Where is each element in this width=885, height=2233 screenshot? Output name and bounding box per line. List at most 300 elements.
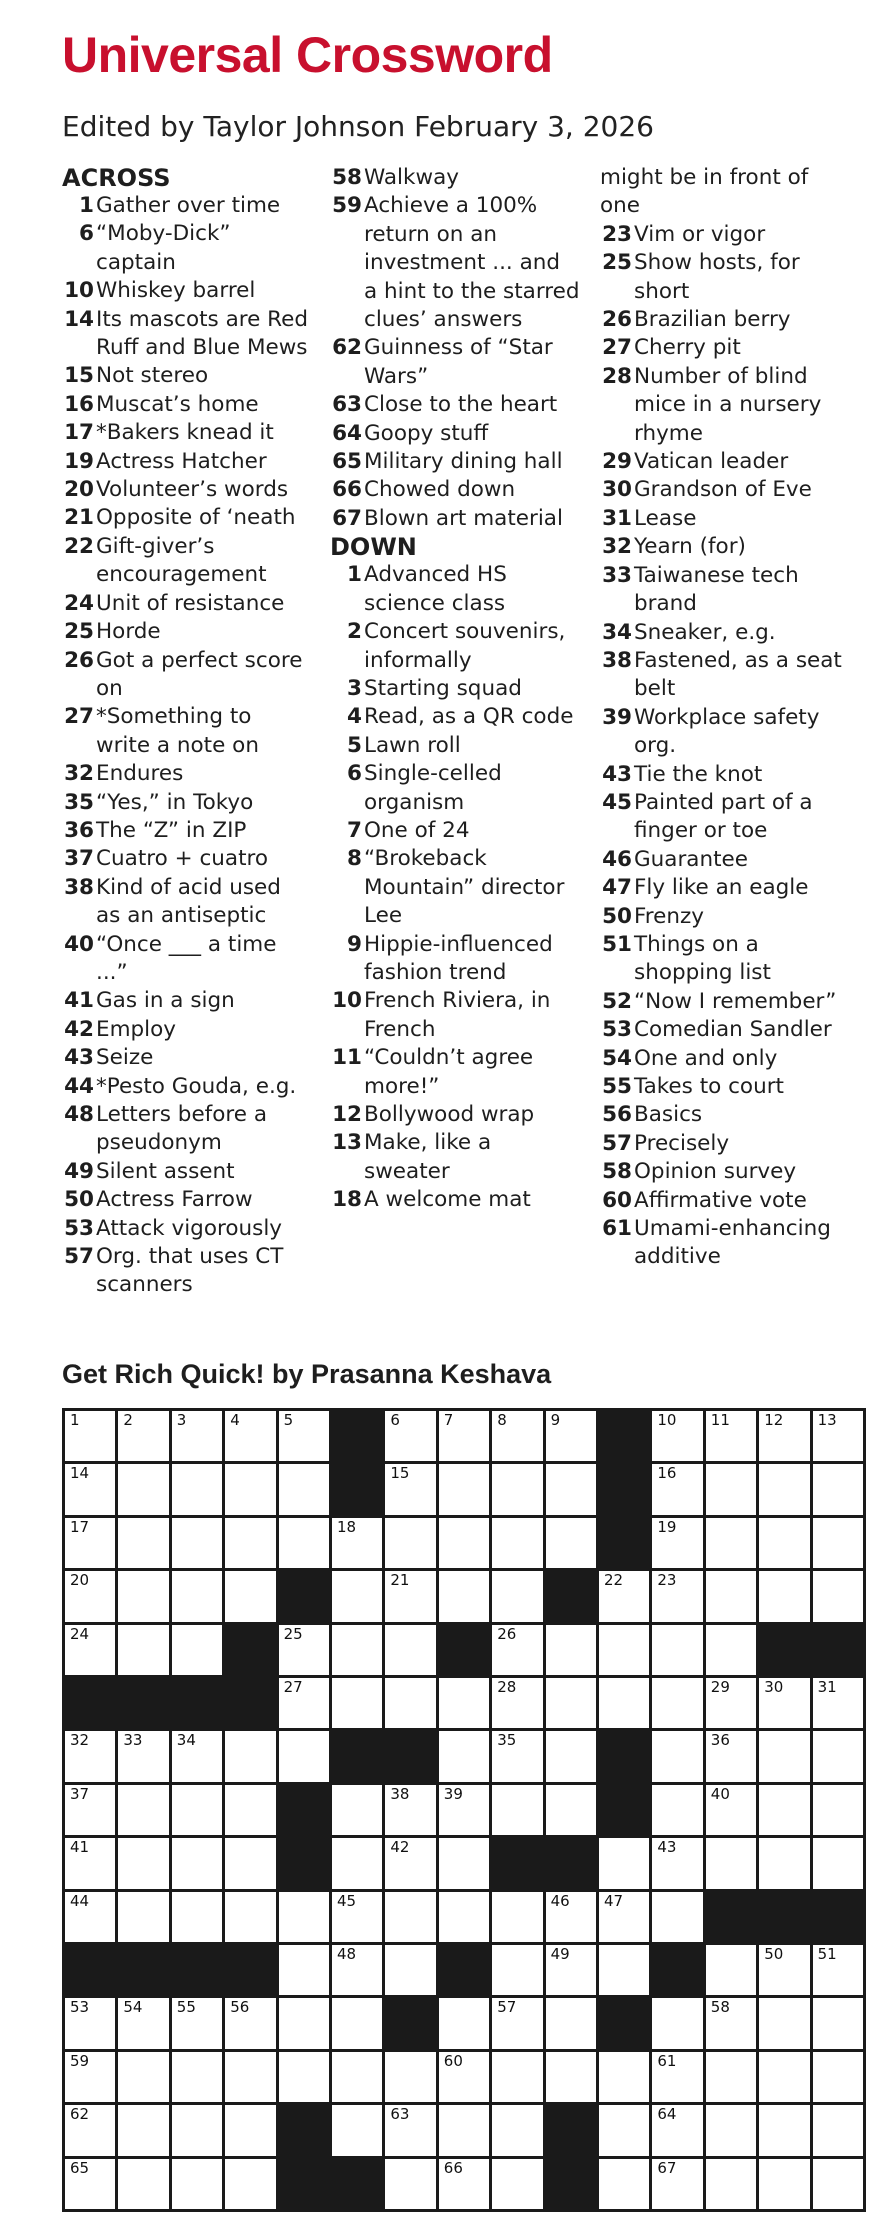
grid-cell[interactable] (65, 1625, 115, 1675)
grid-cell[interactable] (759, 1464, 809, 1514)
grid-cell[interactable] (385, 2159, 435, 2209)
clue-text: Bollywood wrap (364, 1102, 535, 1127)
grid-black-square (439, 1945, 489, 1995)
grid-cell[interactable] (599, 1678, 649, 1728)
clue-number: 46 (602, 846, 632, 872)
grid-cell[interactable] (118, 2159, 168, 2209)
grid-cell[interactable] (546, 1518, 596, 1568)
grid-cell[interactable] (332, 1678, 382, 1728)
grid-cell[interactable] (279, 1464, 329, 1514)
grid-cell[interactable] (385, 1892, 435, 1942)
grid-cell[interactable] (332, 1892, 382, 1942)
grid-cell[interactable] (225, 1838, 275, 1888)
grid-cell[interactable] (652, 2105, 702, 2155)
clue-text: Got a perfect score on (96, 647, 303, 701)
grid-cell[interactable] (599, 1892, 649, 1942)
cell-number: 12 (764, 1411, 784, 1429)
grid-cell[interactable] (439, 1731, 489, 1781)
grid-cell[interactable] (172, 2105, 222, 2155)
cell-number: 9 (550, 1411, 561, 1429)
grid-cell[interactable] (706, 1678, 756, 1728)
grid-cell[interactable] (652, 1731, 702, 1781)
grid-cell[interactable] (706, 1785, 756, 1835)
grid-cell[interactable] (813, 1571, 863, 1621)
grid-black-square (332, 1411, 382, 1461)
grid-cell[interactable] (813, 2105, 863, 2155)
clue-item (330, 1186, 580, 1214)
clue-number: 20 (64, 477, 94, 503)
grid-cell[interactable] (332, 2105, 382, 2155)
grid-cell[interactable] (759, 1838, 809, 1888)
grid-cell[interactable] (385, 1785, 435, 1835)
cell-number: 61 (657, 2051, 677, 2070)
grid-cell[interactable] (759, 1731, 809, 1781)
cell-number: 32 (70, 1731, 90, 1750)
grid-cell[interactable] (172, 1518, 222, 1568)
cell-number: 28 (497, 1678, 517, 1696)
grid-black-square (706, 1892, 756, 1942)
grid-black-square (492, 1838, 542, 1888)
grid-cell[interactable] (599, 1945, 649, 1995)
grid-cell[interactable] (492, 1411, 542, 1461)
grid-cell[interactable] (706, 1571, 756, 1621)
grid-cell[interactable] (225, 2105, 275, 2155)
clue-item (600, 704, 850, 761)
clue-number: 41 (64, 988, 94, 1014)
across-heading: ACROSS (62, 164, 171, 192)
clue-number: 33 (602, 562, 632, 588)
grid-cell[interactable] (546, 1625, 596, 1675)
clue-text: Letters before a pseudonym (96, 1102, 267, 1156)
grid-cell[interactable] (492, 2159, 542, 2209)
grid-cell[interactable] (279, 1625, 329, 1675)
grid-cell[interactable] (118, 1411, 168, 1461)
grid-cell[interactable] (652, 2052, 702, 2102)
grid-black-square (599, 1731, 649, 1781)
grid-cell[interactable] (118, 1838, 168, 1888)
clue-item (62, 1215, 312, 1243)
clue-item (600, 562, 850, 619)
grid-cell[interactable] (65, 1571, 115, 1621)
clue-text: “Brokeback Mountain” director Lee (364, 846, 565, 929)
grid-cell[interactable] (65, 2159, 115, 2209)
grid-cell[interactable] (599, 1625, 649, 1675)
cell-number: 29 (710, 1678, 730, 1696)
grid-cell[interactable] (652, 1625, 702, 1675)
grid-cell[interactable] (65, 1785, 115, 1835)
grid-cell[interactable] (118, 2052, 168, 2102)
grid-black-square (599, 1518, 649, 1568)
grid-cell[interactable] (118, 1518, 168, 1568)
grid-cell[interactable] (279, 1411, 329, 1461)
grid-cell[interactable] (65, 2052, 115, 2102)
grid-cell[interactable] (225, 1731, 275, 1781)
cell-number: 44 (70, 1891, 90, 1910)
clue-text: “Yes,” in Tokyo (96, 789, 254, 815)
grid-cell[interactable] (759, 2105, 809, 2155)
grid-cell[interactable] (599, 1838, 649, 1888)
clue-text: Tie the knot (634, 761, 763, 787)
grid-cell[interactable] (759, 1678, 809, 1728)
grid-cell[interactable] (546, 2052, 596, 2102)
cell-number: 35 (497, 1731, 517, 1750)
grid-cell[interactable] (172, 1464, 222, 1514)
clue-number: 6 (79, 221, 94, 247)
grid-cell[interactable] (385, 1411, 435, 1461)
grid-cell[interactable] (492, 1571, 542, 1621)
clue-text: Achieve a 100% return on an investment ... and a hint to the starred clues’ answers (364, 193, 580, 333)
cell-number: 24 (70, 1624, 90, 1643)
clue-number: 14 (64, 306, 94, 332)
clue-text: Frenzy (634, 903, 705, 929)
clue-number: 26 (64, 647, 94, 673)
grid-cell[interactable] (225, 1998, 275, 2048)
grid-cell[interactable] (759, 1411, 809, 1461)
clue-number: 59 (332, 193, 362, 219)
clue-number: 17 (64, 420, 94, 446)
grid-cell[interactable] (225, 1411, 275, 1461)
grid-cell[interactable] (813, 1518, 863, 1568)
grid-cell[interactable] (492, 1731, 542, 1781)
clue-item (600, 988, 850, 1016)
grid-cell[interactable] (279, 1678, 329, 1728)
grid-cell[interactable] (652, 1892, 702, 1942)
clue-item (62, 760, 312, 788)
grid-cell[interactable] (492, 1892, 542, 1942)
clue-number: 62 (332, 335, 362, 361)
grid-cell[interactable] (652, 1678, 702, 1728)
cell-number: 8 (497, 1411, 507, 1429)
grid-cell[interactable] (65, 1411, 115, 1461)
clue-text: Guarantee (634, 846, 748, 872)
grid-cell[interactable] (385, 1945, 435, 1995)
grid-cell[interactable] (546, 1945, 596, 1995)
grid-cell[interactable] (332, 1785, 382, 1835)
grid-cell[interactable] (706, 1625, 756, 1675)
clue-number: 5 (347, 732, 362, 758)
grid-cell[interactable] (813, 1838, 863, 1888)
grid-cell[interactable] (279, 1892, 329, 1942)
grid-cell[interactable] (65, 1731, 115, 1781)
grid-cell[interactable] (172, 1785, 222, 1835)
clue-item (600, 476, 850, 504)
grid-cell[interactable] (706, 2105, 756, 2155)
grid-cell[interactable] (759, 1785, 809, 1835)
grid-cell[interactable] (385, 1518, 435, 1568)
clue-item (330, 732, 580, 760)
grid-cell[interactable] (65, 1892, 115, 1942)
grid-cell[interactable] (813, 2159, 863, 2209)
grid-cell[interactable] (118, 1785, 168, 1835)
grid-cell[interactable] (385, 1838, 435, 1888)
grid-cell[interactable] (385, 1571, 435, 1621)
cell-number: 50 (764, 1945, 784, 1963)
clue-text: One of 24 (364, 817, 470, 843)
grid-cell[interactable] (492, 1678, 542, 1728)
grid-cell[interactable] (706, 1411, 756, 1461)
cell-number: 42 (390, 1838, 410, 1857)
clue-text: Fly like an eagle (634, 875, 809, 901)
clue-number: 52 (602, 988, 632, 1014)
cell-number: 63 (390, 2105, 410, 2124)
grid-cell[interactable] (813, 1678, 863, 1728)
clue-item (600, 903, 850, 931)
grid-cell[interactable] (652, 1838, 702, 1888)
clue-item (62, 703, 312, 760)
clue-text: Blown art material (364, 505, 563, 531)
grid-cell[interactable] (332, 2052, 382, 2102)
clue-text: A welcome mat (364, 1187, 531, 1213)
clue-item (330, 703, 580, 731)
grid-cell[interactable] (652, 1998, 702, 2048)
grid-cell[interactable] (385, 1678, 435, 1728)
grid-cell[interactable] (172, 2159, 222, 2209)
grid-cell[interactable] (813, 1785, 863, 1835)
clue-text: Fastened, as a seat belt (634, 647, 842, 702)
grid-cell[interactable] (439, 1892, 489, 1942)
clue-number: 49 (64, 1158, 94, 1184)
grid-cell[interactable] (706, 1838, 756, 1888)
clue-item (330, 476, 580, 504)
clue-item (62, 220, 312, 277)
grid-cell[interactable] (439, 2159, 489, 2209)
grid-cell[interactable] (652, 1518, 702, 1568)
grid-cell[interactable] (492, 2052, 542, 2102)
grid-cell[interactable] (492, 1785, 542, 1835)
grid-cell[interactable] (279, 1945, 329, 1995)
grid-cell[interactable] (599, 2052, 649, 2102)
clue-item (62, 476, 312, 504)
grid-cell[interactable] (706, 1945, 756, 1995)
clue-item (330, 1101, 580, 1129)
grid-cell[interactable] (65, 1518, 115, 1568)
clue-text: Lease (634, 505, 697, 531)
grid-cell[interactable] (118, 1625, 168, 1675)
grid-cell[interactable] (332, 1571, 382, 1621)
grid-black-square (385, 1731, 435, 1781)
grid-cell[interactable] (599, 2159, 649, 2209)
grid-cell[interactable] (759, 1998, 809, 2048)
grid-cell[interactable] (759, 1571, 809, 1621)
grid-cell[interactable] (279, 1998, 329, 2048)
grid-cell[interactable] (385, 1464, 435, 1514)
grid-cell[interactable] (439, 1571, 489, 1621)
grid-cell[interactable] (706, 2159, 756, 2209)
cell-number: 23 (657, 1571, 677, 1590)
clue-text: Goopy stuff (364, 420, 489, 446)
grid-cell[interactable] (118, 1571, 168, 1621)
grid-cell[interactable] (332, 1625, 382, 1675)
grid-cell[interactable] (172, 1838, 222, 1888)
grid-cell[interactable] (65, 2105, 115, 2155)
grid-cell[interactable] (652, 1464, 702, 1514)
grid-cell[interactable] (546, 1731, 596, 1781)
clue-number: 53 (64, 1215, 94, 1241)
clue-text: Precisely (634, 1130, 730, 1156)
grid-cell[interactable] (172, 1892, 222, 1942)
grid-cell[interactable] (279, 2052, 329, 2102)
grid-cell[interactable] (172, 2052, 222, 2102)
grid-cell[interactable] (813, 2052, 863, 2102)
clue-text: “Moby-Dick” captain (96, 221, 231, 275)
grid-cell[interactable] (385, 1625, 435, 1675)
cell-number: 25 (283, 1624, 303, 1643)
cell-number: 46 (550, 1891, 570, 1910)
cell-number: 48 (337, 1945, 357, 1963)
grid-cell[interactable] (546, 1998, 596, 2048)
grid-cell[interactable] (813, 1945, 863, 1995)
grid-cell[interactable] (439, 1518, 489, 1568)
grid-cell[interactable] (652, 1785, 702, 1835)
grid-cell[interactable] (599, 1571, 649, 1621)
grid-cell[interactable] (492, 2105, 542, 2155)
cell-number: 2 (123, 1411, 133, 1429)
grid-cell[interactable] (172, 1998, 222, 2048)
grid-cell[interactable] (492, 1945, 542, 1995)
grid-cell[interactable] (492, 1998, 542, 2048)
byline: Edited by Taylor Johnson February 3, 2026 (62, 110, 654, 143)
clue-text: French Riviera, in French (364, 988, 551, 1042)
clue-number: 63 (332, 392, 362, 418)
grid-cell[interactable] (652, 2159, 702, 2209)
clue-text: Guinness of “Star Wars” (364, 335, 553, 389)
grid-cell[interactable] (706, 2052, 756, 2102)
grid-cell[interactable] (118, 2105, 168, 2155)
clue-item (600, 1158, 850, 1186)
clue-item (62, 277, 312, 305)
grid-cell[interactable] (546, 1411, 596, 1461)
clue-text: Hippie-influenced fashion trend (364, 931, 553, 985)
grid-cell[interactable] (706, 1731, 756, 1781)
grid-black-square (546, 1571, 596, 1621)
clue-item (330, 561, 580, 618)
grid-cell[interactable] (706, 1518, 756, 1568)
grid-cell[interactable] (439, 2105, 489, 2155)
grid-cell[interactable] (439, 1838, 489, 1888)
clue-text: Painted part of a finger or toe (634, 789, 813, 844)
clue-text: Org. that uses CT scanners (96, 1244, 284, 1298)
grid-cell[interactable] (546, 1785, 596, 1835)
grid-cell[interactable] (492, 1464, 542, 1514)
grid-cell[interactable] (759, 2052, 809, 2102)
grid-cell[interactable] (225, 1464, 275, 1514)
grid-cell[interactable] (546, 1464, 596, 1514)
grid-cell[interactable] (225, 2159, 275, 2209)
grid-black-square (65, 1678, 115, 1728)
grid-cell[interactable] (118, 1731, 168, 1781)
grid-cell[interactable] (652, 1571, 702, 1621)
grid-black-square (118, 1678, 168, 1728)
grid-cell[interactable] (706, 1464, 756, 1514)
grid-black-square (279, 2105, 329, 2155)
clue-number: 39 (602, 704, 632, 730)
grid-cell[interactable] (332, 1838, 382, 1888)
clue-number: 32 (64, 761, 94, 787)
clue-text: One and only (634, 1045, 778, 1071)
clue-item (600, 647, 850, 704)
grid-cell[interactable] (332, 1998, 382, 2048)
clue-text: Yearn (for) (634, 534, 746, 560)
grid-black-square (279, 2159, 329, 2209)
grid-cell[interactable] (118, 1892, 168, 1942)
cell-number: 47 (604, 1891, 624, 1910)
grid-cell[interactable] (439, 1785, 489, 1835)
grid-cell[interactable] (546, 1678, 596, 1728)
grid-cell[interactable] (439, 1678, 489, 1728)
grid-cell[interactable] (439, 1464, 489, 1514)
grid-cell[interactable] (118, 1464, 168, 1514)
grid-cell[interactable] (65, 1464, 115, 1514)
grid-black-square (813, 1892, 863, 1942)
grid-cell[interactable] (652, 1411, 702, 1461)
clue-item (330, 845, 580, 930)
grid-cell[interactable] (118, 1998, 168, 2048)
grid-cell[interactable] (172, 1731, 222, 1781)
clue-text: Concert souvenirs, informally (364, 619, 566, 673)
clue-text: “Once ___ a time ...” (96, 931, 277, 985)
clue-text: Actress Hatcher (96, 448, 267, 474)
grid-cell[interactable] (492, 1625, 542, 1675)
grid-cell[interactable] (65, 1838, 115, 1888)
grid-cell[interactable] (279, 1731, 329, 1781)
cell-number: 15 (390, 1464, 410, 1483)
grid-cell[interactable] (225, 1785, 275, 1835)
grid-cell[interactable] (65, 1998, 115, 2048)
clue-item (600, 846, 850, 874)
clue-number: 2 (347, 619, 362, 645)
grid-cell[interactable] (813, 1464, 863, 1514)
clue-item (62, 448, 312, 476)
cell-number: 16 (657, 1464, 677, 1483)
cell-number: 17 (70, 1517, 90, 1536)
grid-cell[interactable] (759, 1945, 809, 1995)
grid-cell[interactable] (439, 2052, 489, 2102)
grid-cell[interactable] (492, 1518, 542, 1568)
clue-item (330, 675, 580, 703)
clue-text: Its mascots are Red Ruff and Blue Mews (96, 306, 309, 361)
grid-cell[interactable] (385, 2052, 435, 2102)
grid-cell[interactable] (332, 1518, 382, 1568)
grid-cell[interactable] (546, 1892, 596, 1942)
cell-number: 54 (123, 1998, 143, 2017)
grid-cell[interactable] (759, 1518, 809, 1568)
grid-cell[interactable] (706, 1998, 756, 2048)
grid-cell[interactable] (225, 1892, 275, 1942)
grid-cell[interactable] (813, 1731, 863, 1781)
grid-cell[interactable] (225, 1571, 275, 1621)
grid-cell[interactable] (813, 1998, 863, 2048)
clue-number: 48 (64, 1102, 94, 1127)
clue-number: 12 (332, 1102, 362, 1127)
grid-cell[interactable] (439, 1411, 489, 1461)
grid-cell[interactable] (759, 2159, 809, 2209)
clue-item (62, 817, 312, 845)
grid-cell[interactable] (225, 1518, 275, 1568)
grid-cell[interactable] (172, 1411, 222, 1461)
clue-text: Grandson of Eve (634, 477, 812, 503)
grid-cell[interactable] (439, 1998, 489, 2048)
grid-cell[interactable] (172, 1625, 222, 1675)
grid-cell[interactable] (813, 1411, 863, 1461)
grid-cell[interactable] (279, 1518, 329, 1568)
clue-text: Workplace safety org. (634, 704, 820, 759)
grid-cell[interactable] (225, 2052, 275, 2102)
grid-cell[interactable] (172, 1571, 222, 1621)
grid-cell[interactable] (332, 1945, 382, 1995)
grid-cell[interactable] (599, 2105, 649, 2155)
clue-number: 51 (602, 931, 632, 957)
grid-cell[interactable] (385, 2105, 435, 2155)
